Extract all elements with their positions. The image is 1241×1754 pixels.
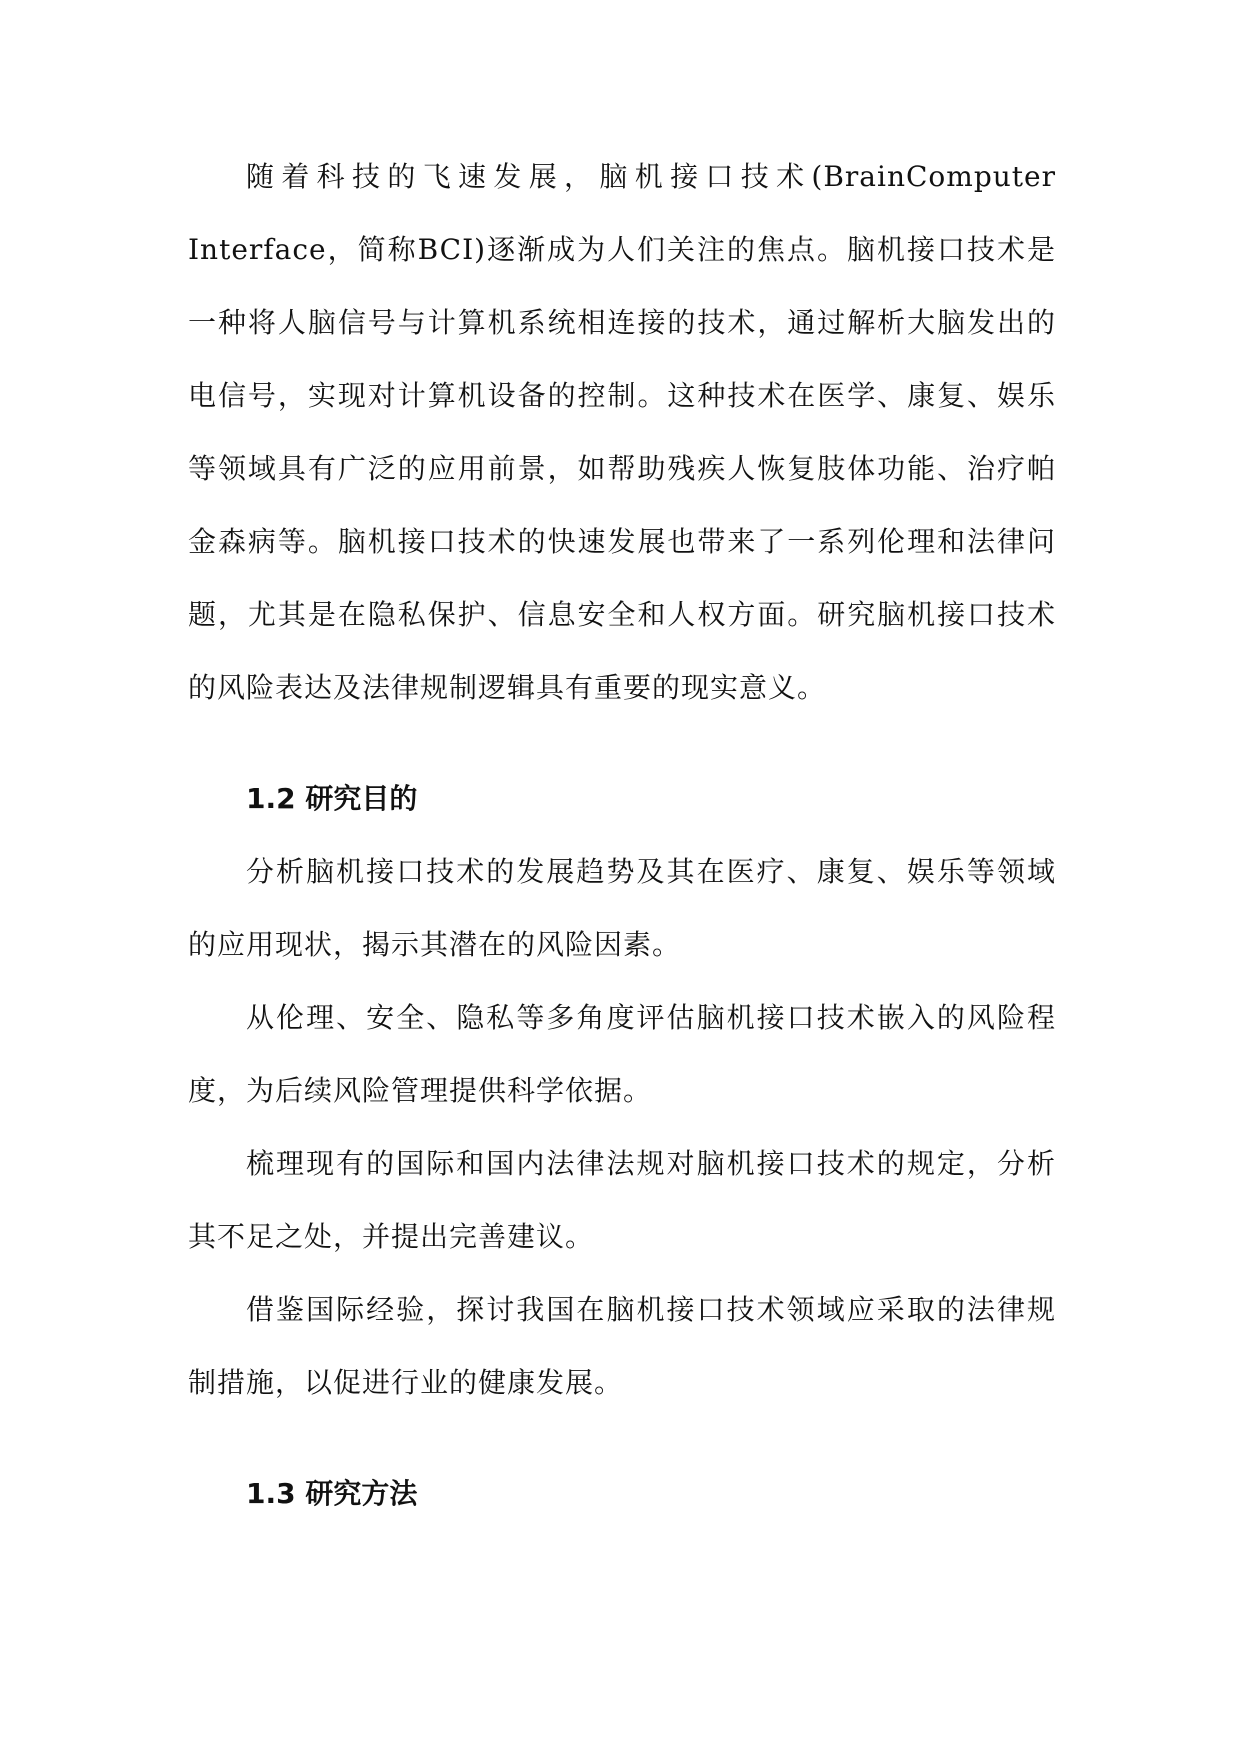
intro-paragraph: 随着科技的飞速发展，脑机接口技术(BrainComputer Interface，简称BCI)逐渐成为人们关注的焦点。脑机接口技术是一种将人脑信号与计算机系统相连接的技术，通过解析大脑发出的电信号，实现对计算机设备的控制。这种技术在医学、康复、娱乐等领域具有广泛的应用前景，如帮助残疾人恢复肢体功能、治疗帕金森病等。脑机接口技术的快速发展也带来了一系列伦理和法律问题，尤其是在隐私保护、信息安全和人权方面。研究脑机接口技术的风险表达及法律规制逻辑具有重要的现实意义。 bbox=[188, 160, 1056, 704]
purpose-paragraph-1: 分析脑机接口技术的发展趋势及其在医疗、康复、娱乐等领域的应用现状，揭示其潜在的风险因素。 bbox=[188, 855, 1056, 961]
purpose-paragraph-2: 从伦理、安全、隐私等多角度评估脑机接口技术嵌入的风险程度，为后续风险管理提供科学依据。 bbox=[188, 1001, 1056, 1107]
document-page bbox=[188, 140, 1056, 1530]
purpose-paragraph-3: 梳理现有的国际和国内法律法规对脑机接口技术的规定，分析其不足之处，并提出完善建议。 bbox=[188, 1147, 1056, 1253]
section-heading-research-method: 1.3 研究方法 bbox=[246, 1477, 418, 1510]
purpose-paragraph-4: 借鉴国际经验，探讨我国在脑机接口技术领域应采取的法律规制措施，以促进行业的健康发展。 bbox=[188, 1293, 1056, 1399]
section-heading-research-purpose: 1.2 研究目的 bbox=[246, 782, 418, 815]
